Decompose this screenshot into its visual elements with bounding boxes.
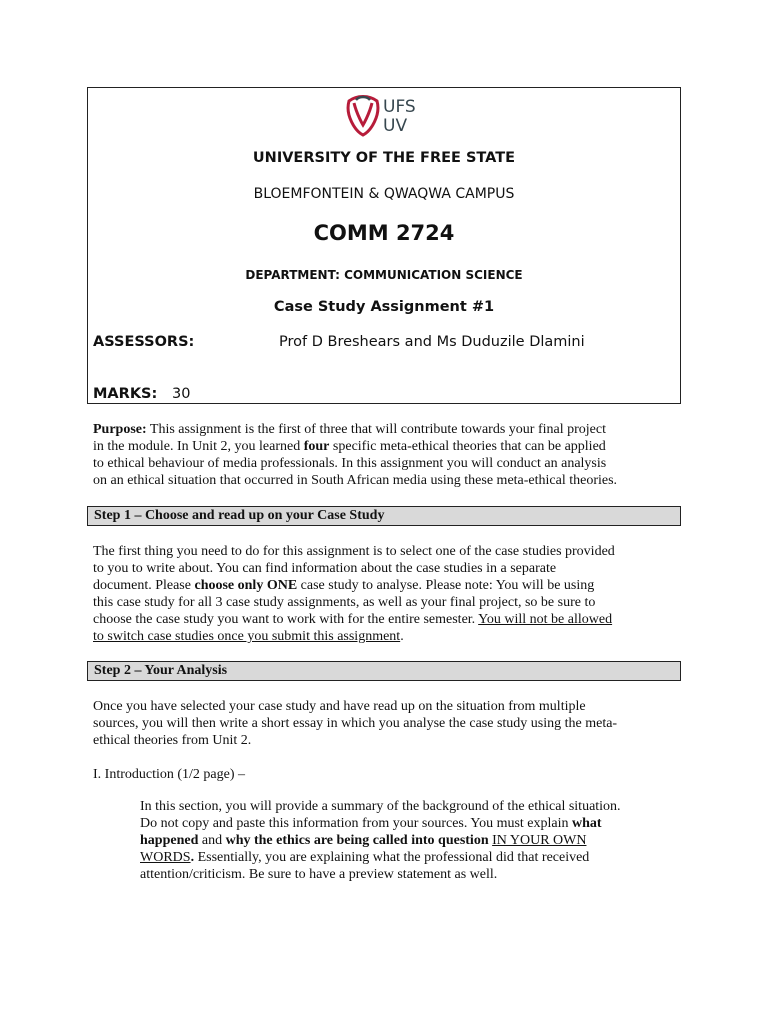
intro-emphasis: happened xyxy=(140,833,199,848)
step1-text: case study to analyse. Please note: You will be using xyxy=(297,578,595,593)
intro-text: attention/criticism. Be sure to have a preview statement as well. xyxy=(140,867,498,882)
assessors-label: ASSESSORS: xyxy=(93,334,195,350)
marks-value: 30 xyxy=(172,386,191,402)
purpose-text: in the module. In Unit 2, you learned xyxy=(93,439,304,454)
step1-heading: Step 1 – Choose and read up on your Case Study xyxy=(87,506,681,526)
logo-text-ufs: UFS xyxy=(383,97,416,117)
step2-paragraph xyxy=(93,698,678,749)
step1-text: choose the case study you want to work with for the entire semester. xyxy=(93,612,479,627)
step1-text: The first thing you need to do for this assignment is to select one of the case studies provided xyxy=(93,544,615,559)
assessors-value: Prof D Breshears and Ms Duduzile Dlamini xyxy=(279,334,585,350)
introduction-paragraph xyxy=(140,798,680,883)
purpose-paragraph xyxy=(93,421,678,489)
intro-underlined: WORDS xyxy=(140,850,191,865)
intro-text: and xyxy=(198,833,226,848)
purpose-text: on an ethical situation that occurred in South African media using these meta-ethical theories. xyxy=(93,473,618,488)
logo-emblem-outer xyxy=(348,97,378,136)
step1-emphasis: choose only ONE xyxy=(194,578,298,593)
campus-name: BLOEMFONTEIN & QWAQWA CAMPUS xyxy=(253,186,515,202)
intro-emphasis: . xyxy=(190,850,195,865)
intro-text: Do not copy and paste this information from your sources. You must explain xyxy=(140,816,573,831)
purpose-label: Purpose: xyxy=(93,422,147,437)
assignment-title: Case Study Assignment #1 xyxy=(273,299,495,315)
marks-label: MARKS: xyxy=(93,386,158,402)
logo-text-uv: UV xyxy=(383,116,408,136)
purpose-text: to ethical behaviour of media professionals. In this assignment you will conduct an analysis xyxy=(93,456,607,471)
department-name: DEPARTMENT: COMMUNICATION SCIENCE xyxy=(245,268,523,282)
intro-text: Essentially, you are explaining what the professional did that received xyxy=(194,850,590,865)
purpose-emphasis: four xyxy=(303,439,330,454)
course-code: COMM 2724 xyxy=(313,221,455,245)
step2-text: sources, you will then write a short essay in which you analyse the case study using the meta- xyxy=(93,716,618,731)
intro-emphasis: why the ethics are being called into question xyxy=(225,833,489,848)
university-name: UNIVERSITY OF THE FREE STATE xyxy=(252,150,516,166)
purpose-text: This assignment is the first of three that will contribute towards your final project xyxy=(146,422,606,437)
step1-text: to you to write about. You can find information about the case studies in a separate xyxy=(93,561,557,576)
step2-heading: Step 2 – Your Analysis xyxy=(87,661,681,681)
step1-underlined: You will not be allowed xyxy=(478,612,613,627)
purpose-text: specific meta-ethical theories that can be applied xyxy=(329,439,606,454)
step1-paragraph xyxy=(93,543,678,645)
intro-underlined: IN YOUR OWN xyxy=(492,833,587,848)
step2-text: ethical theories from Unit 2. xyxy=(93,733,252,748)
step1-text: document. Please xyxy=(93,578,195,593)
logo-emblem-arc xyxy=(356,97,370,100)
intro-emphasis: what xyxy=(572,816,602,831)
step1-underlined: to switch case studies once you submit this assignment xyxy=(93,629,401,644)
logo-emblem-inner xyxy=(354,103,372,125)
ufs-logo xyxy=(343,91,433,137)
step1-text: this case study for all 3 case study assignments, as well as your final project, so be sure to xyxy=(93,595,596,610)
introduction-label: I. Introduction (1/2 page) – xyxy=(93,767,246,782)
step2-text: Once you have selected your case study and have read up on the situation from multiple xyxy=(93,699,586,714)
step1-text: . xyxy=(400,629,404,644)
intro-text: In this section, you will provide a summary of the background of the ethical situation. xyxy=(140,799,621,814)
